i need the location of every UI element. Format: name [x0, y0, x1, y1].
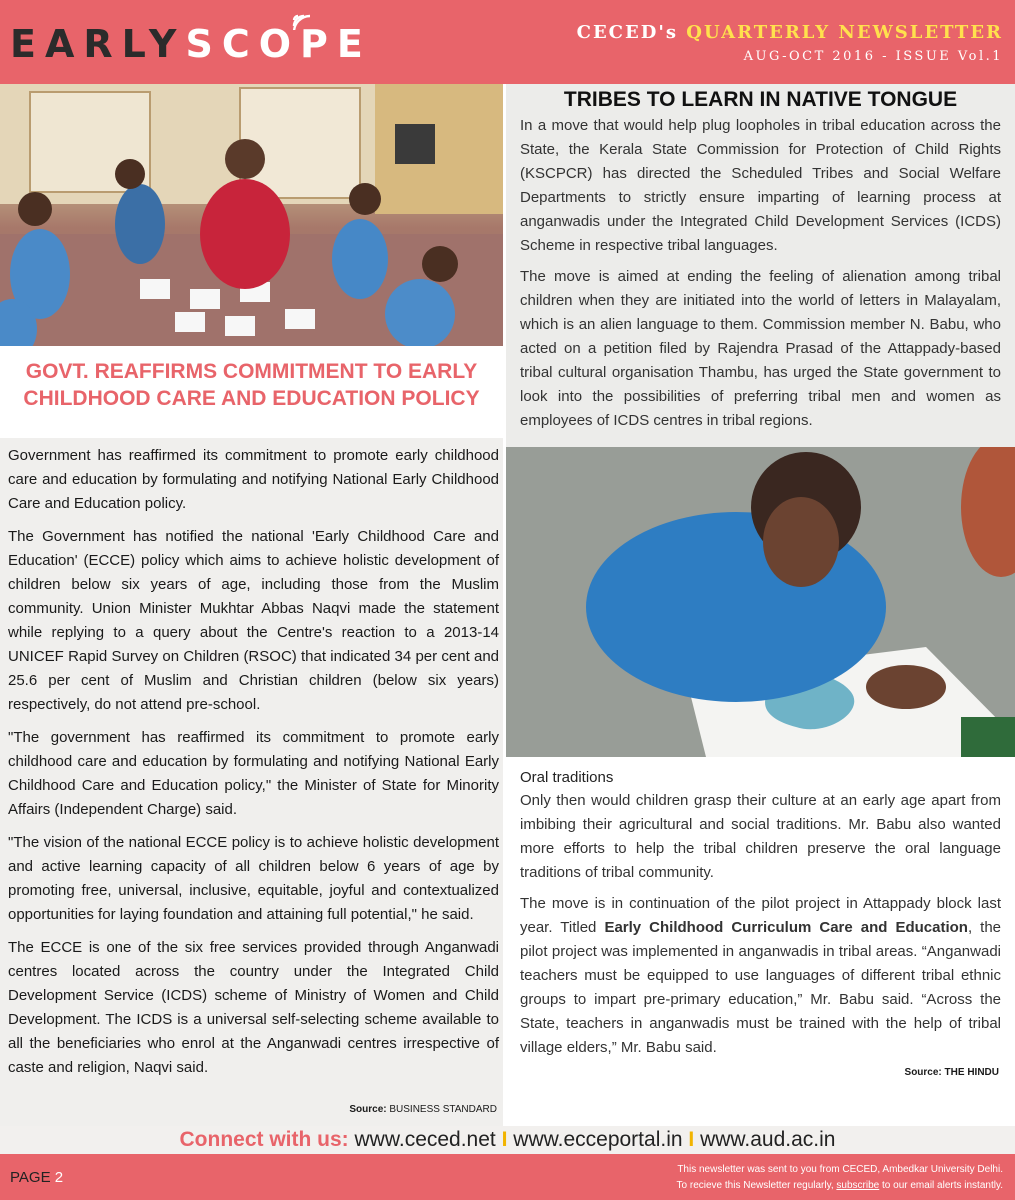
- page-label: PAGE: [10, 1169, 51, 1186]
- footer-note-line-2: [677, 1178, 1003, 1194]
- left-paragraph-5: The ECCE is one of the six free services provided through Anganwadi centres located across the country under the Integrated Child Development Service (ICDS) scheme of Ministry of Women and Child Development. The ICDS is a universal self-selecting scheme available to all the beneficiaries who enrol at the Anganwadi centres irrespective of caste and religion, Naqvi said.: [8, 939, 499, 1076]
- pilot-project-title: Early Childhood Curriculum Care and Education: [604, 919, 968, 936]
- right-paragraph-2: The move is aimed at ending the feeling of alienation among tribal children when they are initiated into the world of letters in Malayalam, which is an alien language to them. Commission member N. Babu, who acted on a petition filed by Rajendra Prasad of the Attappady-based tribal cultural organisation Thambu, has urged the State government to look into the possibilities of preferring tribal men and women as employees of ICDS centres in tribal regions.: [520, 268, 1001, 429]
- left-headline-line-2: CHILDHOOD CARE AND EDUCATION POLICY: [23, 387, 480, 410]
- newsletter-title: [577, 22, 1003, 43]
- left-source-label: Source:: [349, 1104, 387, 1115]
- earlyscope-logo: [10, 22, 372, 66]
- logo-word-sc: SC: [185, 22, 259, 66]
- masthead: [0, 0, 1015, 84]
- logo-letter-o: O: [258, 22, 301, 66]
- logo-word-pe: PE: [300, 22, 372, 66]
- right-source-name: THE HINDU: [944, 1067, 999, 1078]
- connect-bar: [0, 1126, 1015, 1154]
- child-drawing-photo-illustration: [506, 447, 1015, 757]
- page-number-value: 2: [54, 1169, 64, 1186]
- classroom-photo: [0, 84, 503, 346]
- left-paragraph-3: "The government has reaffirmed its commitment to promote early childhood care and education by formulating and notifying National Early Childhood Care and Education policy," the Minister of State for Minority Affairs (Independent Charge) said.: [8, 729, 499, 818]
- subscribe-link[interactable]: subscribe: [836, 1180, 880, 1191]
- link-separator: I: [688, 1128, 695, 1151]
- newsletter-title-ceced: CECED's: [576, 22, 678, 43]
- left-article-headline: [0, 346, 503, 438]
- footer-note-line-1: This newsletter was sent to you from CECED, Ambedkar University Delhi.: [677, 1164, 1003, 1175]
- aud-link[interactable]: www.aud.ac.in: [700, 1128, 836, 1151]
- left-headline-line-1: GOVT. REAFFIRMS COMMITMENT TO EARLY: [25, 360, 478, 383]
- right-paragraph-3: Only then would children grasp their culture at an early age apart from imbibing their agricultural and social traditions. Mr. Babu also wanted more efforts to help the tribal children preserve the oral language traditions of tribal community.: [520, 792, 1001, 881]
- right-paragraph-4-end: , the pilot project was implemented in anganwadis in tribal areas. “Anganwadi teachers must be equipped to use languages of different tribal ethnic groups to impart pre-primary education,” Mr. Babu said. “Across the State, teachers in anganwadis must be trained with the help of tribal village elders,” Mr. Babu said.: [520, 919, 1001, 1056]
- footer-note-prefix: To recieve this Newsletter regularly,: [676, 1180, 834, 1191]
- connect-label: Connect with us:: [179, 1128, 349, 1151]
- footer-note: [677, 1162, 1003, 1194]
- newsletter-title-quarterly: QUARTERLY NEWSLETTER: [686, 22, 1003, 43]
- left-paragraph-1: Government has reaffirmed its commitment to promote early childhood care and education by formulating and notifying National Early Childhood Care and Education policy.: [8, 447, 499, 512]
- right-paragraph-4-start: The move is in continuation of the pilot project in Attappady block last year. Titled: [520, 895, 1001, 936]
- logo-word-early: EARLY: [10, 22, 186, 66]
- link-separator: I: [501, 1128, 508, 1151]
- footer: [0, 1154, 1015, 1200]
- right-source-credit: [905, 1067, 999, 1078]
- right-paragraph-1: In a move that would help plug loopholes in tribal education across the State, the Kerala State Commission for Protection of Child Rights (KSCPCR) has directed the Scheduled Tribes and Social Welfare Departments to strictly ensure imparting of learning process at anganwadis under the Integrated Child Development Services (ICDS) Scheme in respective tribal languages.: [520, 117, 1001, 254]
- signal-waves-icon: [290, 6, 316, 30]
- right-article-top: [506, 84, 1015, 447]
- issue-info: AUG-OCT 2016 - ISSUE Vol.1: [743, 49, 1003, 64]
- page-number: [10, 1169, 63, 1186]
- left-source-name: BUSINESS STANDARD: [389, 1104, 497, 1115]
- footer-note-suffix: to our email alerts instantly.: [882, 1180, 1003, 1191]
- newsletter-title-block: [577, 22, 1003, 64]
- right-article-headline: TRIBES TO LEARN IN NATIVE TONGUE: [563, 88, 958, 111]
- right-paragraph-4: [520, 892, 1001, 1060]
- classroom-photo-illustration: [0, 84, 503, 346]
- left-paragraph-2: The Government has notified the national 'Early Childhood Care and Education' (ECCE) policy which aims to achieve holistic development of children below six years of age, including those from the Muslim community. Union Minister Mukhtar Abbas Naqvi made the statement while replying to a query about the Centre's reaction to a 2013-14 UNICEF Rapid Survey on Children (RSOC) that indicated 34 per cent and 25.6 per cent of Muslim and Christian children (below six years) respectively, do not attend pre-school.: [8, 528, 499, 713]
- left-article-body: [0, 438, 503, 1126]
- ecceportal-link[interactable]: www.ecceportal.in: [513, 1128, 683, 1151]
- left-source-credit: [0, 1104, 497, 1115]
- oral-traditions-subhead: Oral traditions: [520, 769, 614, 786]
- ceced-link[interactable]: www.ceced.net: [354, 1128, 496, 1151]
- right-source-label: Source:: [904, 1067, 942, 1078]
- left-paragraph-4: "The vision of the national ECCE policy is to achieve holistic development and active learning capacity of all children below 6 years of age by promoting free, universal, inclusive, equitable, joyful and contextualized opportunities for laying foundation and attaining full potential," he said.: [8, 834, 499, 923]
- child-drawing-photo: [506, 447, 1015, 757]
